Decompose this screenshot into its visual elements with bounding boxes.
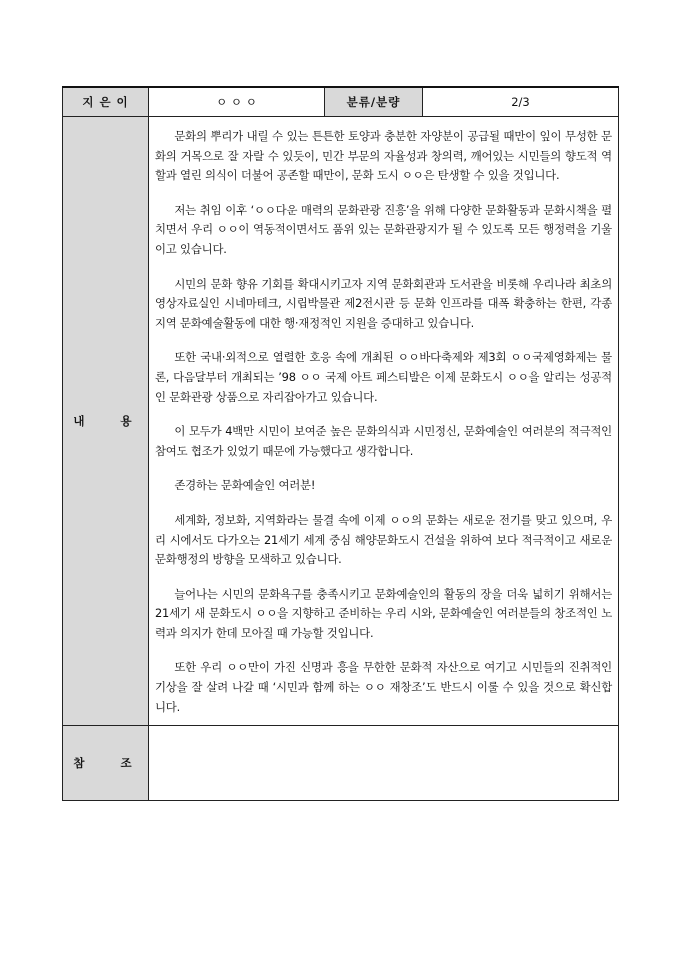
paragraph: 또한 국내·외적으로 열렬한 호응 속에 개최된 ㅇㅇ바다축제와 제3회 ㅇㅇ국제영화제는 물론, 다음달부터 개최되는 ’98 ㅇㅇ 국제 아트 페스티발은 이제 문화도시 ㅇㅇ을 알리는 성공적인 문화관광 상품으로 자리잡아가고 있습니다. <box>155 350 612 404</box>
category-label: 분류/분량 <box>325 87 423 117</box>
reference-value <box>149 726 619 801</box>
category-value: 2/3 <box>423 87 619 117</box>
paragraph: 늘어나는 시민의 문화욕구를 충족시키고 문화예술인의 활동의 장을 더욱 넓히기 위해서는 21세기 새 문화도시 ㅇㅇ을 지향하고 준비하는 우리 시와, 문화예술인 여러분들의 창조적인 노력과 의지가 한데 모아질 때 가능할 것입니다. <box>155 586 612 640</box>
author-label: 지 은 이 <box>63 87 149 117</box>
paragraph: 문화의 뿌리가 내릴 수 있는 튼튼한 토양과 충분한 자양분이 공급될 때만이 잎이 무성한 문화의 거목으로 잘 자랄 수 있듯이, 민간 부문의 자율성과 창의력, 깨어있는 시민들의 향도적 역할과 열린 의식이 더불어 공존할 때만이, 문화 도시 ㅇㅇ은 탄생할 수 있을 것입니다. <box>155 129 612 183</box>
author-value: ㅇ ㅇ ㅇ <box>149 87 325 117</box>
content-row <box>63 117 619 726</box>
reference-row <box>63 726 619 801</box>
paragraph: 저는 취임 이후 ‘ㅇㅇ다운 매력의 문화관광 진흥’을 위해 다양한 문화활동과 문화시책을 펼치면서 우리 ㅇㅇ이 역동적이면서도 품위 있는 문화관광지가 될 수 있도록 모든 행정력을 기울이고 있습니다. <box>155 202 612 256</box>
paragraph: 이 모두가 4백만 시민이 보여준 높은 문화의식과 시민정신, 문화예술인 여러분의 적극적인 참여도 협조가 있었기 때문에 가능했다고 생각합니다. <box>155 424 612 458</box>
paragraph: 존경하는 문화예술인 여러분! <box>174 478 316 493</box>
document-form <box>62 86 619 801</box>
paragraph: 시민의 문화 향유 기회를 확대시키고자 지역 문화회관과 도서관을 비롯해 우리나라 최초의 영상자료실인 시네마테크, 시립박물관 제2전시관 등 문화 인프라를 대폭 확충하는 한편, 각종 지역 문화예술활동에 대한 행·재정적인 지원을 증대하고 있습니다. <box>155 276 612 330</box>
reference-label: 참 조 <box>63 726 149 801</box>
content-label: 내 용 <box>63 117 149 726</box>
paragraph: 또한 우리 ㅇㅇ만이 가진 신명과 흥을 무한한 문화적 자산으로 여기고 시민들의 진취적인 기상을 잘 살려 나갈 때 ‘시민과 함께 하는 ㅇㅇ 재창조’도 반드시 이룰 수 있을 것으로 확신합니다. <box>155 660 612 714</box>
content-body <box>149 117 619 726</box>
header-row <box>63 87 619 117</box>
paragraph: 세계화, 정보화, 지역화라는 물결 속에 이제 ㅇㅇ의 문화는 새로운 전기를 맞고 있으며, 우리 시에서도 다가오는 21세기 세계 중심 해양문화도시 건설을 위하여 보다 적극적이고 새로운 문화행정의 방향을 모색하고 있습니다. <box>155 512 612 567</box>
